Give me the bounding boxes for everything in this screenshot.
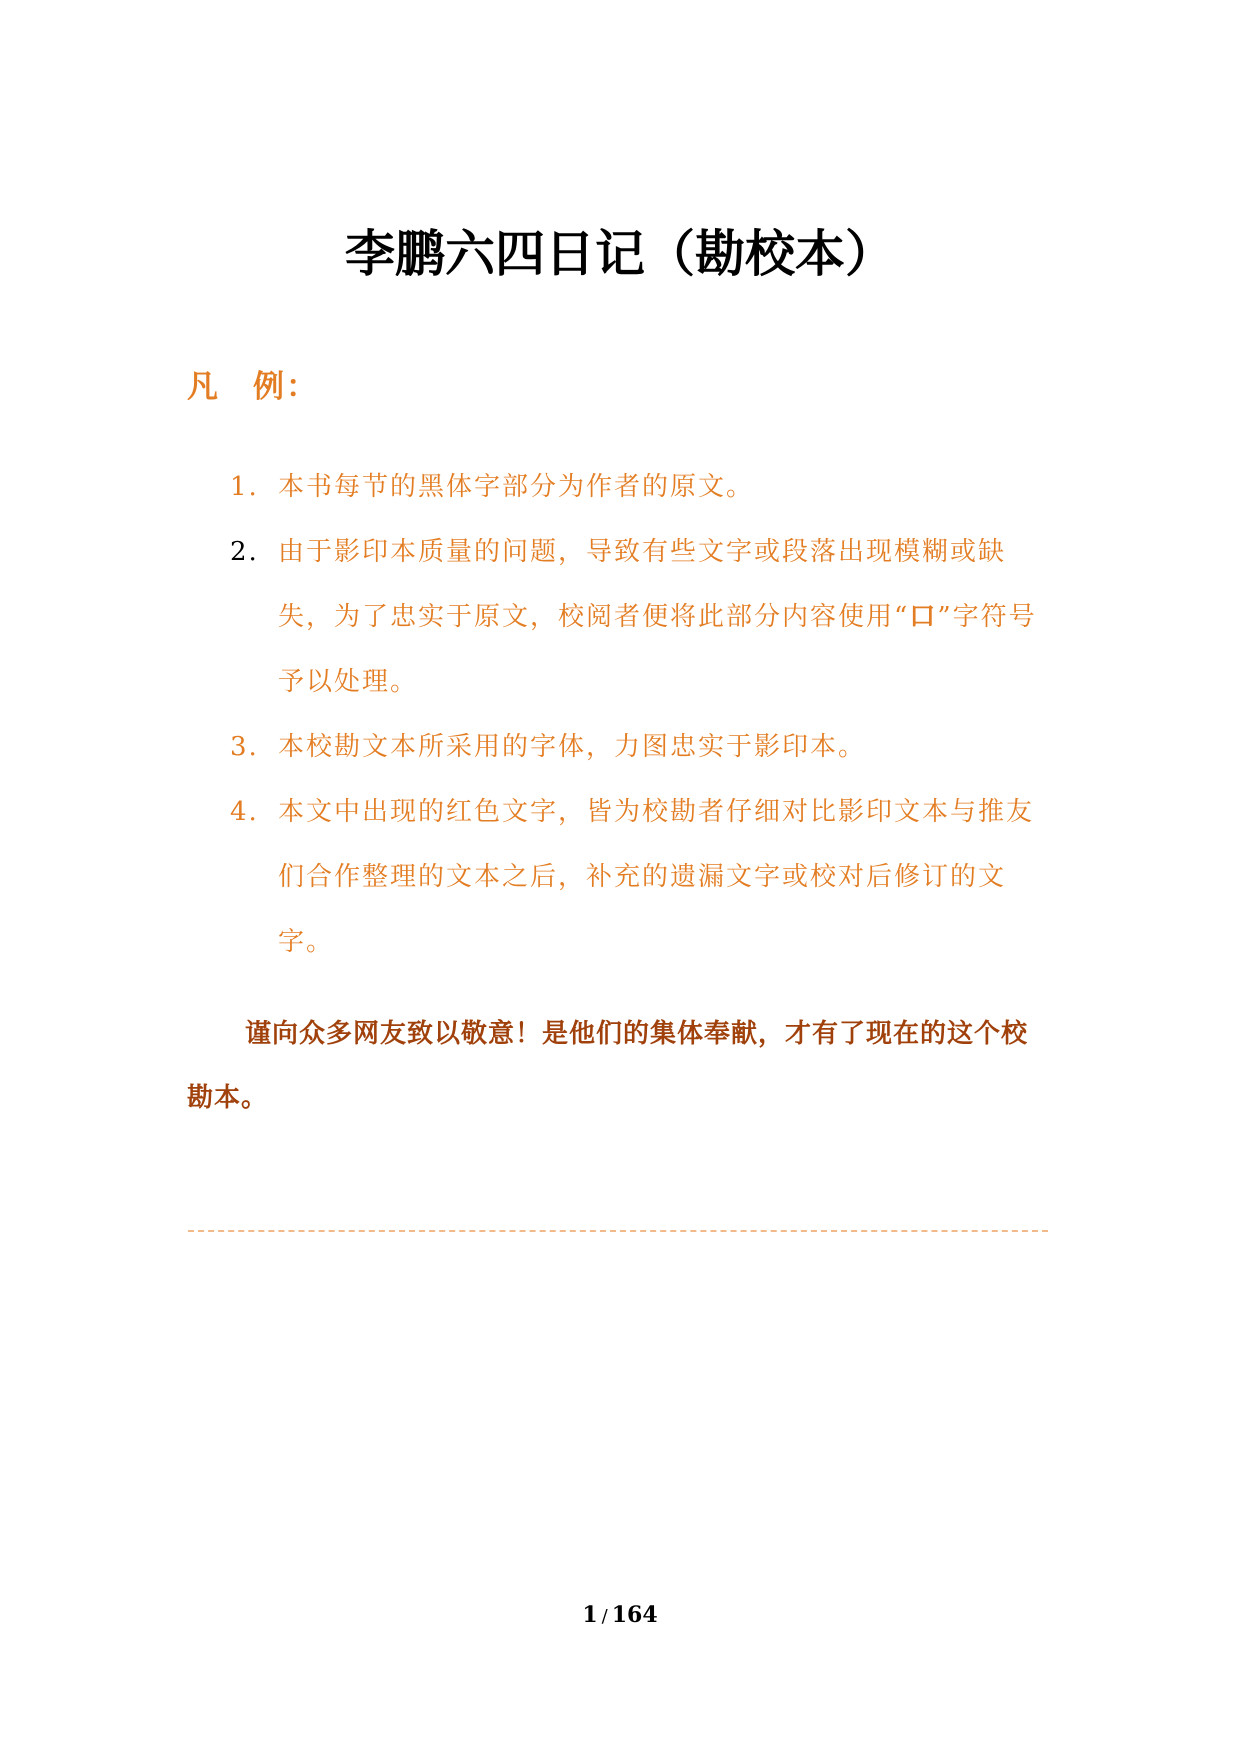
conventions-list (230, 455, 1038, 975)
section-heading-conventions: 凡 例： (187, 369, 319, 405)
list-item (230, 780, 1038, 975)
page-number-separator: / (601, 1606, 608, 1627)
list-item-number: 2. (230, 537, 259, 567)
list-item (230, 715, 1038, 780)
list-item (230, 455, 1038, 520)
list-item-text-after: ”字符号予以处理。 (278, 602, 1037, 697)
page-number-total: 164 (611, 1602, 658, 1628)
document-title: 李鹏六四日记（勘校本） (345, 224, 895, 283)
list-item-number: 3. (230, 732, 259, 762)
list-item (230, 520, 1038, 715)
list-item-number: 1. (230, 472, 259, 502)
page-number-current: 1 (582, 1602, 598, 1628)
list-item-number: 4. (230, 797, 259, 827)
acknowledgement-paragraph: 谨向众多网友致以敬意！是他们的集体奉献，才有了现在的这个校勘本。 (187, 1019, 1029, 1113)
list-item-text-before: 由于影印本质量的问题，导致有些文字或段落出现模糊或缺失，为了忠实于原文，校阅者便将此部分内容使用“ (278, 537, 1007, 632)
list-item-text: 本校勘文本所采用的字体，力图忠实于影印本。 (278, 732, 867, 762)
list-item-text: 本文中出现的红色文字，皆为校勘者仔细对比影印文本与推友们合作整理的文本之后，补充的遗漏文字或校对后修订的文字。 (278, 797, 1035, 957)
page-number (0, 1600, 1240, 1632)
placeholder-symbol: 口 (909, 602, 938, 632)
dashed-divider (188, 1230, 1048, 1232)
list-item-text: 本书每节的黑体字部分为作者的原文。 (278, 472, 755, 502)
